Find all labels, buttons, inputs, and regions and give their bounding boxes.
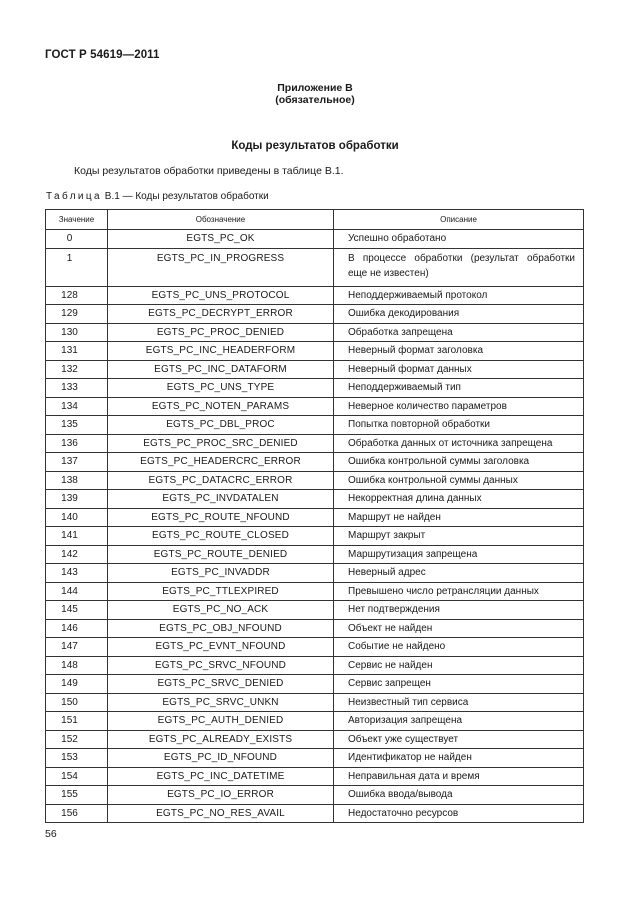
code-value-cell: 128 xyxy=(46,286,108,305)
code-name-cell: EGTS_PC_SRVC_UNKN xyxy=(108,693,334,712)
code-value-cell: 131 xyxy=(46,342,108,361)
code-value-cell: 140 xyxy=(46,508,108,527)
code-name-cell: EGTS_PC_SRVC_NFOUND xyxy=(108,656,334,675)
code-value-cell: 151 xyxy=(46,712,108,731)
section-title: Коды результатов обработки xyxy=(231,140,399,152)
code-value-cell: 137 xyxy=(46,453,108,472)
table-row xyxy=(46,712,584,731)
table-row xyxy=(46,434,584,453)
table-row xyxy=(46,508,584,527)
code-name-cell: EGTS_PC_ROUTE_DENIED xyxy=(108,545,334,564)
code-name-cell: EGTS_PC_HEADERCRC_ERROR xyxy=(108,453,334,472)
code-name-cell: EGTS_PC_INVDATALEN xyxy=(108,490,334,509)
appendix-status: (обязательное) xyxy=(275,94,355,106)
table-row xyxy=(46,305,584,324)
appendix-title: Приложение В xyxy=(277,82,353,94)
code-name-cell: EGTS_PC_AUTH_DENIED xyxy=(108,712,334,731)
table-row xyxy=(46,545,584,564)
code-value-cell: 138 xyxy=(46,471,108,490)
code-value-cell: 153 xyxy=(46,749,108,768)
code-name-cell: EGTS_PC_ID_NFOUND xyxy=(108,749,334,768)
code-value-cell: 129 xyxy=(46,305,108,324)
code-value-cell: 136 xyxy=(46,434,108,453)
code-name-cell: EGTS_PC_IN_PROGRESS xyxy=(108,248,334,286)
document-code: ГОСТ Р 54619—2011 xyxy=(45,49,160,61)
table-row xyxy=(46,601,584,620)
code-name-cell: EGTS_PC_SRVC_DENIED xyxy=(108,675,334,694)
table-row xyxy=(46,804,584,823)
code-value-cell: 150 xyxy=(46,693,108,712)
column-header-name: Обозначение xyxy=(108,210,334,230)
code-name-cell: EGTS_PC_UNS_PROTOCOL xyxy=(108,286,334,305)
code-description-cell: Ошибка контрольной суммы заголовка xyxy=(334,453,584,472)
code-name-cell: EGTS_PC_DECRYPT_ERROR xyxy=(108,305,334,324)
table-row xyxy=(46,490,584,509)
code-description-cell: Сервис запрещен xyxy=(334,675,584,694)
code-description-cell: Неверное количество параметров xyxy=(334,397,584,416)
code-description-cell: Неподдерживаемый протокол xyxy=(334,286,584,305)
code-value-cell: 139 xyxy=(46,490,108,509)
table-row xyxy=(46,360,584,379)
table-row xyxy=(46,453,584,472)
code-name-cell: EGTS_PC_IO_ERROR xyxy=(108,786,334,805)
code-description-cell: Неподдерживаемый тип xyxy=(334,379,584,398)
column-header-value: Значение xyxy=(46,210,108,230)
code-description-cell: Обработка запрещена xyxy=(334,323,584,342)
code-value-cell: 146 xyxy=(46,619,108,638)
code-value-cell: 154 xyxy=(46,767,108,786)
code-name-cell: EGTS_PC_PROC_DENIED xyxy=(108,323,334,342)
code-description-cell: Сервис не найден xyxy=(334,656,584,675)
code-name-cell: EGTS_PC_NOTEN_PARAMS xyxy=(108,397,334,416)
code-name-cell: EGTS_PC_DBL_PROC xyxy=(108,416,334,435)
code-description-cell: Неправильная дата и время xyxy=(334,767,584,786)
table-body xyxy=(46,230,584,823)
code-description-cell: Неверный формат заголовка xyxy=(334,342,584,361)
code-name-cell: EGTS_PC_EVNT_NFOUND xyxy=(108,638,334,657)
table-row xyxy=(46,323,584,342)
code-name-cell: EGTS_PC_INVADDR xyxy=(108,564,334,583)
table-row xyxy=(46,248,584,286)
table-row xyxy=(46,582,584,601)
code-value-cell: 135 xyxy=(46,416,108,435)
code-description-cell: Ошибка ввода/вывода xyxy=(334,786,584,805)
code-description-cell: Нет подтверждения xyxy=(334,601,584,620)
code-description-cell: Объект уже существует xyxy=(334,730,584,749)
code-value-cell: 144 xyxy=(46,582,108,601)
code-description-cell: Обработка данных от источника запрещена xyxy=(334,434,584,453)
code-description-cell: Недостаточно ресурсов xyxy=(334,804,584,823)
code-value-cell: 130 xyxy=(46,323,108,342)
code-name-cell: EGTS_PC_DATACRC_ERROR xyxy=(108,471,334,490)
code-value-cell: 132 xyxy=(46,360,108,379)
code-description-cell: Идентификатор не найден xyxy=(334,749,584,768)
code-description-cell: Успешно обработано xyxy=(334,230,584,249)
code-value-cell: 0 xyxy=(46,230,108,249)
code-value-cell: 152 xyxy=(46,730,108,749)
code-value-cell: 149 xyxy=(46,675,108,694)
code-name-cell: EGTS_PC_TTLEXPIRED xyxy=(108,582,334,601)
code-name-cell: EGTS_PC_ALREADY_EXISTS xyxy=(108,730,334,749)
code-value-cell: 133 xyxy=(46,379,108,398)
code-description-cell: Ошибка декодирования xyxy=(334,305,584,324)
code-description-cell: Неизвестный тип сервиса xyxy=(334,693,584,712)
code-name-cell: EGTS_PC_NO_RES_AVAIL xyxy=(108,804,334,823)
code-name-cell: EGTS_PC_NO_ACK xyxy=(108,601,334,620)
table-row xyxy=(46,749,584,768)
table-caption-text: В.1 — Коды результатов обработки xyxy=(102,191,269,202)
result-codes-table xyxy=(45,209,584,823)
table-row xyxy=(46,656,584,675)
code-description-cell: Ошибка контрольной суммы данных xyxy=(334,471,584,490)
table-row xyxy=(46,416,584,435)
code-description-cell: Маршрут не найден xyxy=(334,508,584,527)
table-row xyxy=(46,342,584,361)
code-description-cell: Некорректная длина данных xyxy=(334,490,584,509)
table-row xyxy=(46,379,584,398)
table-header-row xyxy=(46,210,584,230)
code-description-cell: Превышено число ретрансляции данных xyxy=(334,582,584,601)
table-row xyxy=(46,286,584,305)
code-description-cell: Маршрут закрыт xyxy=(334,527,584,546)
code-description-cell: Авторизация запрещена xyxy=(334,712,584,731)
table-row xyxy=(46,471,584,490)
column-header-description: Описание xyxy=(334,210,584,230)
table-caption xyxy=(46,191,269,202)
code-name-cell: EGTS_PC_INC_DATAFORM xyxy=(108,360,334,379)
code-value-cell: 134 xyxy=(46,397,108,416)
code-name-cell: EGTS_PC_PROC_SRC_DENIED xyxy=(108,434,334,453)
table-row xyxy=(46,767,584,786)
code-value-cell: 1 xyxy=(46,248,108,286)
code-name-cell: EGTS_PC_ROUTE_CLOSED xyxy=(108,527,334,546)
code-name-cell: EGTS_PC_UNS_TYPE xyxy=(108,379,334,398)
code-description-cell: Попытка повторной обработки xyxy=(334,416,584,435)
intro-paragraph: Коды результатов обработки приведены в таблице В.1. xyxy=(74,165,344,177)
table-row xyxy=(46,730,584,749)
table-row xyxy=(46,675,584,694)
code-description-cell: Объект не найден xyxy=(334,619,584,638)
code-name-cell: EGTS_PC_ROUTE_NFOUND xyxy=(108,508,334,527)
table-row xyxy=(46,693,584,712)
code-name-cell: EGTS_PC_INC_HEADERFORM xyxy=(108,342,334,361)
code-value-cell: 143 xyxy=(46,564,108,583)
code-name-cell: EGTS_PC_INC_DATETIME xyxy=(108,767,334,786)
code-name-cell: EGTS_PC_OK xyxy=(108,230,334,249)
table-caption-prefix: Таблица xyxy=(46,191,103,202)
code-description-cell: В процессе обработки (результат обработки еще не известен) xyxy=(334,248,584,286)
code-description-cell: Неверный формат данных xyxy=(334,360,584,379)
table-row xyxy=(46,230,584,249)
code-value-cell: 156 xyxy=(46,804,108,823)
code-name-cell: EGTS_PC_OBJ_NFOUND xyxy=(108,619,334,638)
table-row xyxy=(46,786,584,805)
table-row xyxy=(46,619,584,638)
appendix-heading xyxy=(0,82,630,106)
code-value-cell: 145 xyxy=(46,601,108,620)
code-description-cell: Маршрутизация запрещена xyxy=(334,545,584,564)
code-value-cell: 155 xyxy=(46,786,108,805)
page-number: 56 xyxy=(45,828,57,840)
code-description-cell: Неверный адрес xyxy=(334,564,584,583)
code-value-cell: 141 xyxy=(46,527,108,546)
table-row xyxy=(46,527,584,546)
table-row xyxy=(46,397,584,416)
code-value-cell: 147 xyxy=(46,638,108,657)
table-row xyxy=(46,564,584,583)
code-value-cell: 148 xyxy=(46,656,108,675)
code-value-cell: 142 xyxy=(46,545,108,564)
table-row xyxy=(46,638,584,657)
code-description-cell: Событие не найдено xyxy=(334,638,584,657)
